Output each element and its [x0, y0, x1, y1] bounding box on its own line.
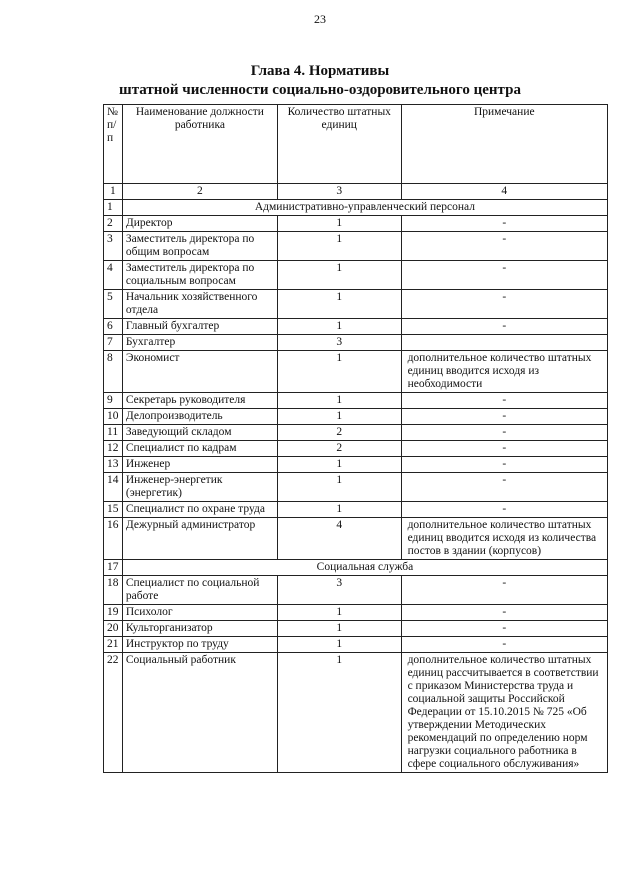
remark: -	[401, 441, 607, 457]
staff-count: 1	[277, 261, 401, 290]
title-line-2: штатной численности социально-оздоровительного центра	[119, 82, 521, 98]
staff-count: 2	[277, 441, 401, 457]
position-name: Психолог	[122, 605, 277, 621]
row-number: 12	[104, 441, 123, 457]
position-name: Дежурный администратор	[122, 518, 277, 560]
table-row	[104, 409, 608, 425]
row-number: 20	[104, 621, 123, 637]
staff-count: 1	[277, 605, 401, 621]
table-row	[104, 653, 608, 773]
position-name: Специалист по социальной работе	[122, 576, 277, 605]
remark: -	[401, 290, 607, 319]
section-row	[104, 560, 608, 576]
row-number: 22	[104, 653, 123, 773]
column-number: 2	[122, 184, 277, 200]
remark: дополнительное количество штатных единиц вводится исходя из количества постов в здании (корпусов)	[401, 518, 607, 560]
position-name: Бухгалтер	[122, 335, 277, 351]
row-number: 10	[104, 409, 123, 425]
table-row	[104, 216, 608, 232]
remark: -	[401, 605, 607, 621]
row-number: 11	[104, 425, 123, 441]
position-name: Специалист по охране труда	[122, 502, 277, 518]
table-row	[104, 441, 608, 457]
section-title: Административно-управленческий персонал	[122, 200, 607, 216]
remark: -	[401, 457, 607, 473]
row-number: 2	[104, 216, 123, 232]
table-row	[104, 335, 608, 351]
header-qty: Количество штатных единиц	[277, 105, 401, 184]
row-number: 7	[104, 335, 123, 351]
staff-count: 4	[277, 518, 401, 560]
table-body	[104, 184, 608, 773]
remark: дополнительное количество штатных единиц вводится исходя из необходимости	[401, 351, 607, 393]
position-name: Заведующий складом	[122, 425, 277, 441]
staff-count: 1	[277, 319, 401, 335]
table-row	[104, 425, 608, 441]
position-name: Экономист	[122, 351, 277, 393]
row-number: 9	[104, 393, 123, 409]
column-number: 4	[401, 184, 607, 200]
remark: -	[401, 393, 607, 409]
row-number: 18	[104, 576, 123, 605]
staff-count: 1	[277, 290, 401, 319]
title-line-1: Глава 4. Нормативы	[250, 63, 390, 79]
page-number: 23	[314, 12, 326, 26]
staff-count: 1	[277, 502, 401, 518]
row-number: 4	[104, 261, 123, 290]
column-number-row	[104, 184, 608, 200]
row-number: 6	[104, 319, 123, 335]
row-number: 8	[104, 351, 123, 393]
table-row	[104, 319, 608, 335]
remark: -	[401, 425, 607, 441]
header-no: № п/ п	[104, 105, 123, 184]
table-row	[104, 621, 608, 637]
position-name: Заместитель директора по общим вопросам	[122, 232, 277, 261]
position-name: Главный бухгалтер	[122, 319, 277, 335]
row-number: 15	[104, 502, 123, 518]
remark: -	[401, 637, 607, 653]
position-name: Инженер-энергетик (энергетик)	[122, 473, 277, 502]
section-row	[104, 200, 608, 216]
remark: -	[401, 473, 607, 502]
position-name: Директор	[122, 216, 277, 232]
row-number: 21	[104, 637, 123, 653]
section-title: Социальная служба	[122, 560, 607, 576]
position-name: Секретарь руководителя	[122, 393, 277, 409]
position-name: Социальный работник	[122, 653, 277, 773]
staff-count: 1	[277, 409, 401, 425]
staff-count: 1	[277, 473, 401, 502]
row-number: 13	[104, 457, 123, 473]
position-name: Заместитель директора по социальным вопросам	[122, 261, 277, 290]
row-number: 5	[104, 290, 123, 319]
table-row	[104, 232, 608, 261]
remark: -	[401, 216, 607, 232]
table-row	[104, 502, 608, 518]
staff-count: 3	[277, 576, 401, 605]
table-row	[104, 576, 608, 605]
staff-count: 1	[277, 653, 401, 773]
table-row	[104, 473, 608, 502]
remark: -	[401, 319, 607, 335]
staff-count: 1	[277, 457, 401, 473]
position-name: Инструктор по труду	[122, 637, 277, 653]
remark	[401, 335, 607, 351]
table-row	[104, 637, 608, 653]
table-row	[104, 605, 608, 621]
position-name: Начальник хозяйственного отдела	[122, 290, 277, 319]
staff-count: 3	[277, 335, 401, 351]
table-row	[104, 290, 608, 319]
remark: -	[401, 232, 607, 261]
header-name: Наименование должности работника	[122, 105, 277, 184]
remark: -	[401, 576, 607, 605]
staff-count: 1	[277, 393, 401, 409]
table-row	[104, 457, 608, 473]
section-number: 17	[104, 560, 123, 576]
column-number: 3	[277, 184, 401, 200]
header-row	[104, 105, 608, 184]
row-number: 3	[104, 232, 123, 261]
staff-count: 2	[277, 425, 401, 441]
staff-count: 1	[277, 351, 401, 393]
chapter-title	[0, 62, 640, 100]
position-name: Делопроизводитель	[122, 409, 277, 425]
table-row	[104, 393, 608, 409]
staff-count: 1	[277, 637, 401, 653]
position-name: Культорганизатор	[122, 621, 277, 637]
table-row	[104, 351, 608, 393]
section-number: 1	[104, 200, 123, 216]
staffing-table	[103, 104, 608, 773]
position-name: Инженер	[122, 457, 277, 473]
remark: -	[401, 261, 607, 290]
table-row	[104, 261, 608, 290]
staff-count: 1	[277, 216, 401, 232]
table-row	[104, 518, 608, 560]
row-number: 14	[104, 473, 123, 502]
staff-count: 1	[277, 621, 401, 637]
staff-count: 1	[277, 232, 401, 261]
remark: дополнительное количество штатных единиц рассчитывается в соответствии с приказом Министерства труда и социальной защиты Российской Федерации от 15.10.2015 № 725 «Об утверждении Методических рекомендаций по определению норм нагрузки социального работника в сфере социального обслуживания»	[401, 653, 607, 773]
position-name: Специалист по кадрам	[122, 441, 277, 457]
row-number: 16	[104, 518, 123, 560]
remark: -	[401, 621, 607, 637]
header-note: Примечание	[401, 105, 607, 184]
column-number: 1	[104, 184, 123, 200]
remark: -	[401, 409, 607, 425]
remark: -	[401, 502, 607, 518]
row-number: 19	[104, 605, 123, 621]
